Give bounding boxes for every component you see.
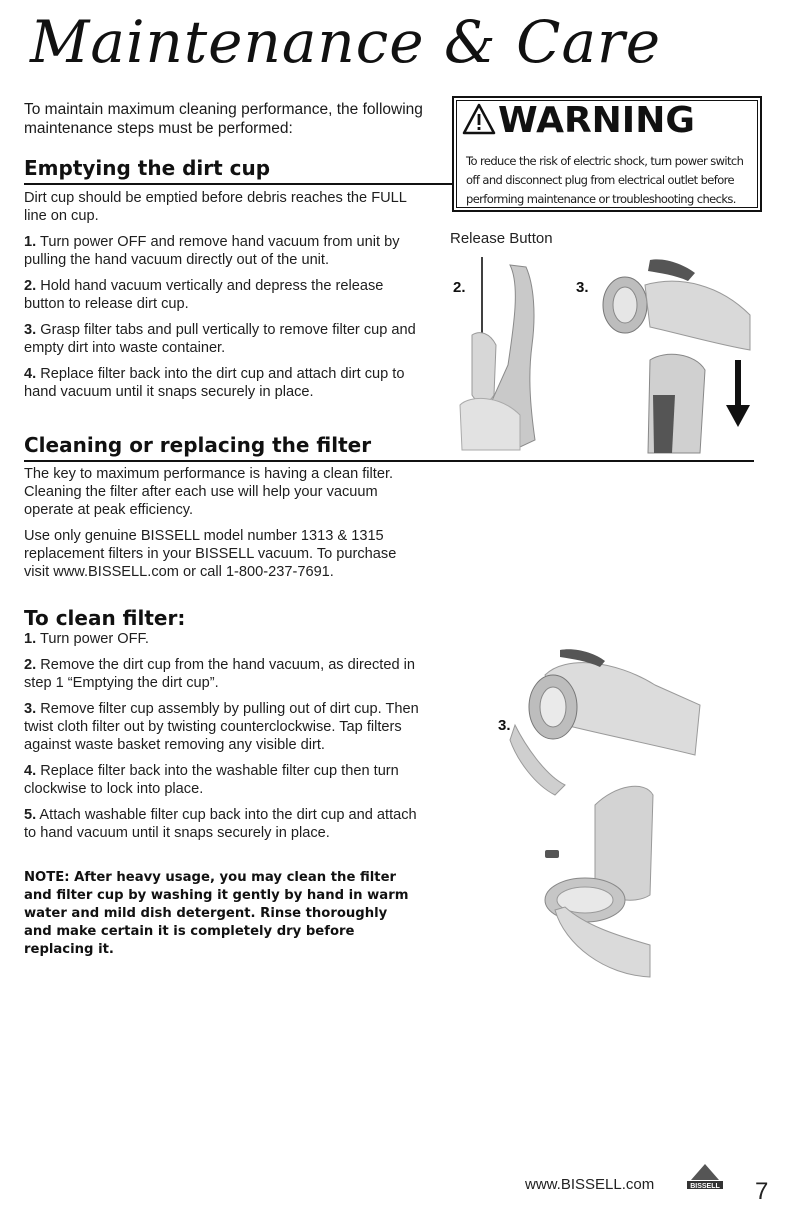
step-text: Attach washable filter cup back into the dirt cup and attach to hand vacuum until it snaps securely in place. bbox=[24, 807, 417, 841]
step-text: Hold hand vacuum vertically and depress the release button to release dirt cup. bbox=[24, 278, 384, 312]
dirt-cup-step-4 bbox=[24, 365, 419, 401]
filter-para-1: The key to maximum performance is having a clean filter. Cleaning the filter after each use will help your vacuum operate at peak efficiency. bbox=[24, 466, 394, 518]
section-heading-dirt-cup: Emptying the dirt cup bbox=[24, 156, 271, 180]
dirt-cup-lead: Dirt cup should be emptied before debris reaches the FULL line on cup. bbox=[24, 190, 407, 224]
step-text: Remove filter cup assembly by pulling out of dirt cup. Then twist cloth filter out by twisting counterclockwise. Tap filters against waste basket removing any visible dirt. bbox=[24, 701, 419, 753]
filter-removal-illustration bbox=[603, 259, 750, 350]
warning-triangle-icon bbox=[462, 103, 496, 135]
step-text: Replace filter back into the dirt cup and attach dirt cup to hand vacuum until it snaps securely in place. bbox=[24, 366, 405, 400]
step-number: 3. bbox=[24, 322, 37, 338]
dirt-cup-illustration bbox=[450, 255, 760, 455]
footer-url: www.BISSELL.com bbox=[525, 1176, 655, 1193]
clean-filter-step-5 bbox=[24, 806, 424, 842]
step-text: Replace filter back into the washable filter cup then turn clockwise to lock into place. bbox=[24, 763, 399, 797]
warning-heading-text: WARNING bbox=[498, 100, 695, 141]
clean-filter-step-1 bbox=[24, 630, 424, 648]
clean-filter-text bbox=[24, 630, 424, 850]
clean-filter-step-4 bbox=[24, 762, 424, 798]
figure-label-2: 2. bbox=[453, 279, 466, 296]
step-text: Remove the dirt cup from the hand vacuum, as directed in step 1 “Emptying the dirt cup”. bbox=[24, 657, 415, 691]
step-number: 5. bbox=[24, 807, 37, 823]
step-number: 4. bbox=[24, 763, 37, 779]
step-number: 4. bbox=[24, 366, 37, 382]
clean-filter-step-3 bbox=[24, 700, 424, 754]
step-text: Turn power OFF. bbox=[36, 631, 149, 647]
clean-filter-step-2 bbox=[24, 656, 424, 692]
dirt-cup-text bbox=[24, 189, 419, 409]
filter-text bbox=[24, 465, 424, 589]
section-rule-dirt-cup bbox=[24, 183, 452, 185]
step-text: Turn power OFF and remove hand vacuum from unit by pulling the hand vacuum directly out of the unit. bbox=[24, 234, 400, 268]
figure-label-3: 3. bbox=[576, 279, 589, 296]
step-number: 1. bbox=[24, 631, 37, 647]
logo-text: BISSELL bbox=[690, 1183, 720, 1190]
dirt-cup-step-3 bbox=[24, 321, 419, 357]
filter-twist-illustration bbox=[510, 649, 700, 795]
dirt-cup-step-1 bbox=[24, 233, 419, 269]
clean-filter-illustration bbox=[505, 645, 715, 980]
warning-box bbox=[452, 96, 762, 212]
down-arrow-icon bbox=[726, 360, 750, 427]
filter-lock-illustration bbox=[545, 786, 653, 977]
dirt-cup-step-2 bbox=[24, 277, 419, 313]
warning-text: To reduce the risk of electric shock, turn power switch off and disconnect plug from electrical outlet before performing maintenance or troubleshooting checks. bbox=[466, 154, 744, 206]
step-text: Grasp filter tabs and pull vertically to remove filter cup and empty dirt into waste container. bbox=[24, 322, 416, 356]
step-number: 2. bbox=[24, 278, 37, 294]
care-note: NOTE: After heavy usage, you may clean the filter and filter cup by washing it gently by hand in warm water and mild dish detergent. Rinse thoroughly and make certain it is completely dry before replacing it. bbox=[24, 870, 409, 957]
step-number: 2. bbox=[24, 657, 37, 673]
intro-text: To maintain maximum cleaning performance, the following maintenance steps must be performed: bbox=[24, 101, 423, 137]
section-heading-clean-filter: To clean filter: bbox=[24, 606, 186, 630]
step-number: 3. bbox=[24, 701, 37, 717]
section-rule-filter bbox=[24, 460, 754, 462]
step-number: 1. bbox=[24, 234, 37, 250]
release-button-label: Release Button bbox=[450, 230, 553, 247]
hand-vacuum-illustration bbox=[460, 265, 535, 450]
dirt-cup-container-illustration bbox=[648, 354, 705, 453]
figure-label-3-clean: 3. bbox=[498, 717, 511, 734]
bissell-logo-icon bbox=[683, 1162, 727, 1192]
warning-heading bbox=[462, 100, 695, 141]
page-number: 7 bbox=[755, 1178, 769, 1205]
page-title: Maintenance & Care bbox=[30, 8, 662, 76]
filter-para-2: Use only genuine BISSELL model number 1313 & 1315 replacement filters in your BISSELL vacuum. To purchase visit www.BISSELL.com or call 1-800-237-7691. bbox=[24, 528, 397, 580]
section-heading-filter: Cleaning or replacing the filter bbox=[24, 433, 372, 457]
